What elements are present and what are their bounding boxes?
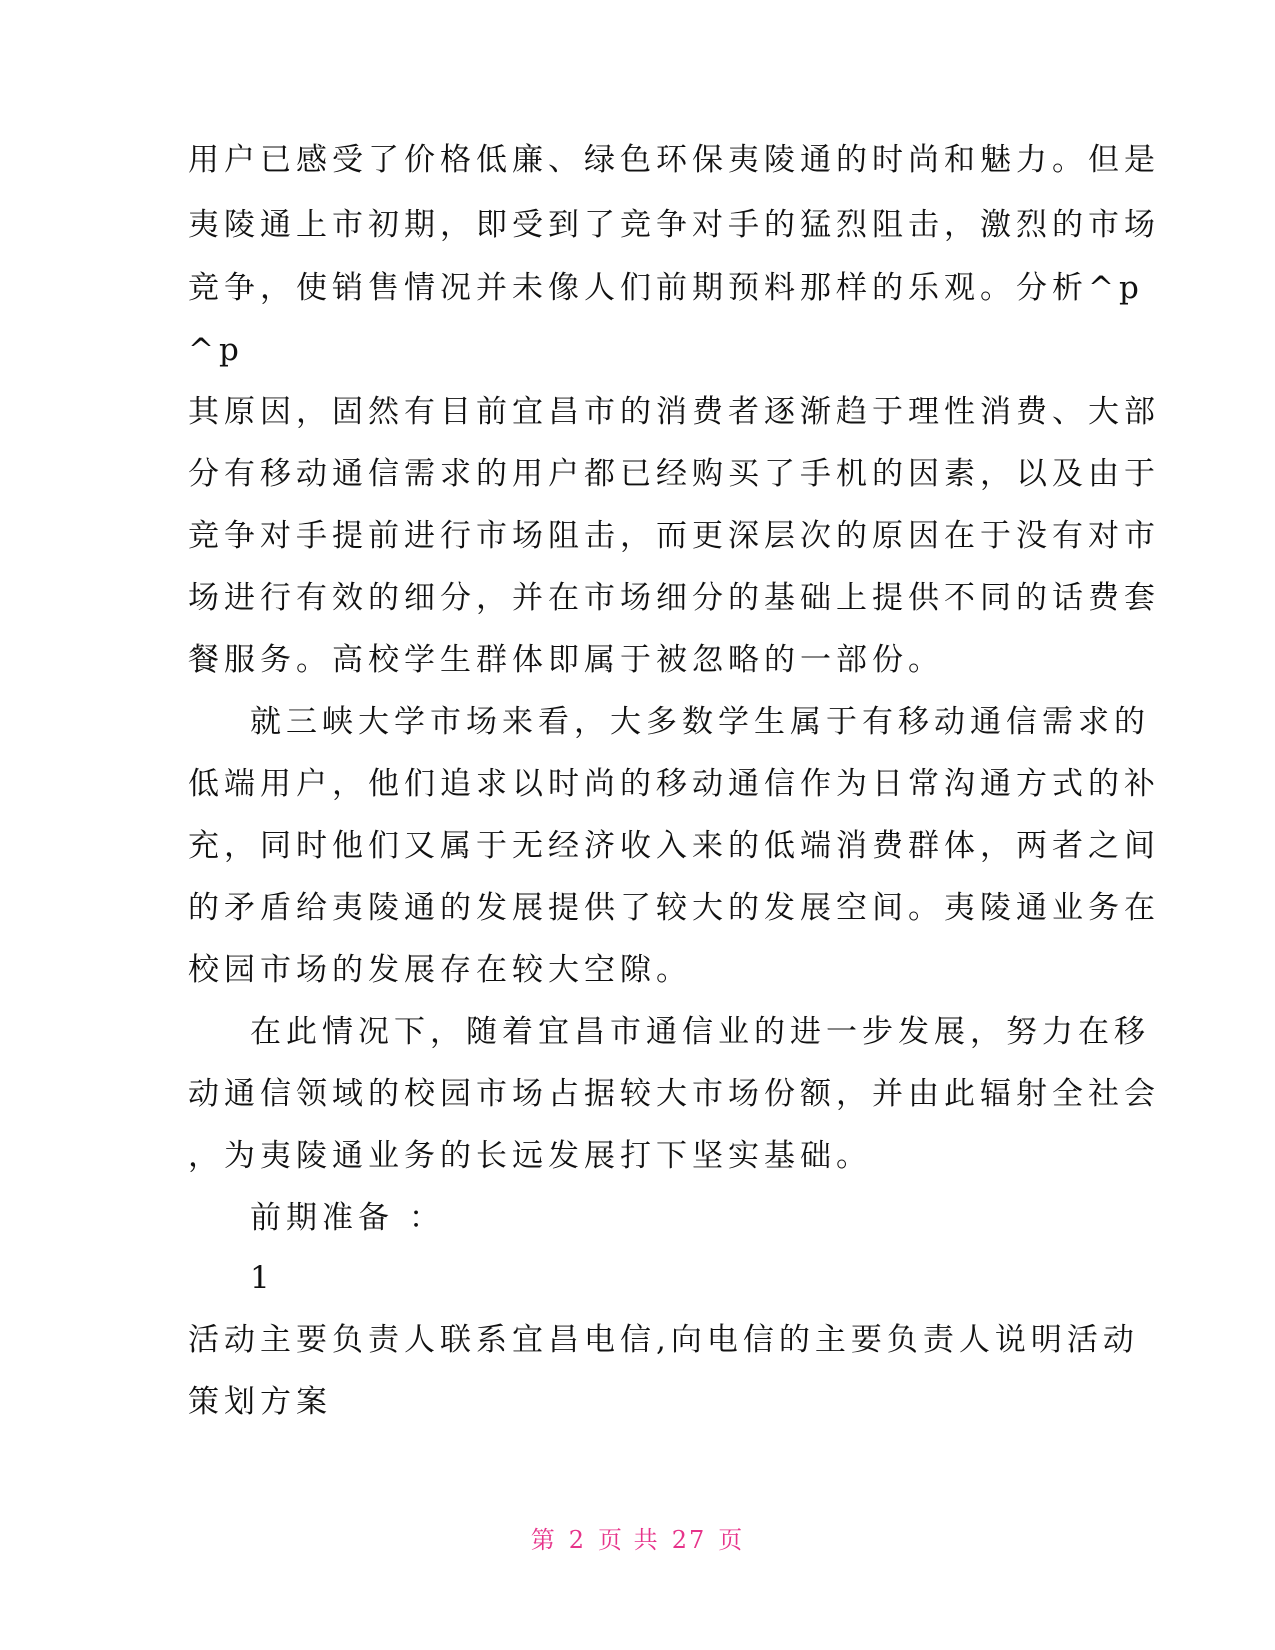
footer-suffix: 页: [718, 1526, 745, 1554]
footer-total-pages: 27: [671, 1526, 707, 1554]
page-footer: [0, 1520, 1275, 1555]
body-line: 动通信领域的校园市场占据较大市场份额，并由此辐射全社会: [188, 1076, 1160, 1112]
body-line: 分有移动通信需求的用户都已经购买了手机的因素，以及由于: [188, 456, 1160, 492]
body-line: 在此情况下，随着宜昌市通信业的进一步发展，努力在移: [250, 1014, 1150, 1050]
section-heading: 前期准备 ：: [250, 1200, 445, 1236]
body-line: 餐服务。高校学生群体即属于被忽略的一部份。: [188, 642, 944, 678]
body-line: ，为夷陵通业务的长远发展打下坚实基础。: [188, 1138, 872, 1174]
body-line: 就三峡大学市场来看，大多数学生属于有移动通信需求的: [250, 704, 1150, 740]
body-line: 的矛盾给夷陵通的发展提供了较大的发展空间。夷陵通业务在: [188, 890, 1160, 926]
body-line: 充，同时他们又属于无经济收入来的低端消费群体，两者之间: [188, 828, 1160, 864]
footer-middle: 页 共: [598, 1526, 660, 1554]
body-line: ^p: [188, 332, 244, 368]
body-line: 夷陵通上市初期，即受到了竞争对手的猛烈阻击，激烈的市场: [188, 207, 1160, 243]
footer-page-number: 2: [568, 1526, 587, 1554]
body-line: 低端用户，他们追求以时尚的移动通信作为日常沟通方式的补: [188, 766, 1160, 802]
body-line: 校园市场的发展存在较大空隙。: [188, 952, 692, 988]
body-line: 用户已感受了价格低廉、绿色环保夷陵通的时尚和魅力。但是: [188, 142, 1160, 178]
body-line: 场进行有效的细分，并在市场细分的基础上提供不同的话费套: [188, 580, 1160, 616]
footer-prefix: 第: [530, 1526, 557, 1554]
body-line: 竞争，使销售情况并未像人们前期预料那样的乐观。分析^p: [188, 270, 1144, 306]
body-line: 竞争对手提前进行市场阻击，而更深层次的原因在于没有对市: [188, 518, 1160, 554]
list-number: 1: [250, 1260, 275, 1296]
body-line: 策划方案: [188, 1384, 332, 1420]
body-line: 活动主要负责人联系宜昌电信,向电信的主要负责人说明活动: [188, 1322, 1139, 1358]
body-line: 其原因，固然有目前宜昌市的消费者逐渐趋于理性消费、大部: [188, 394, 1160, 430]
